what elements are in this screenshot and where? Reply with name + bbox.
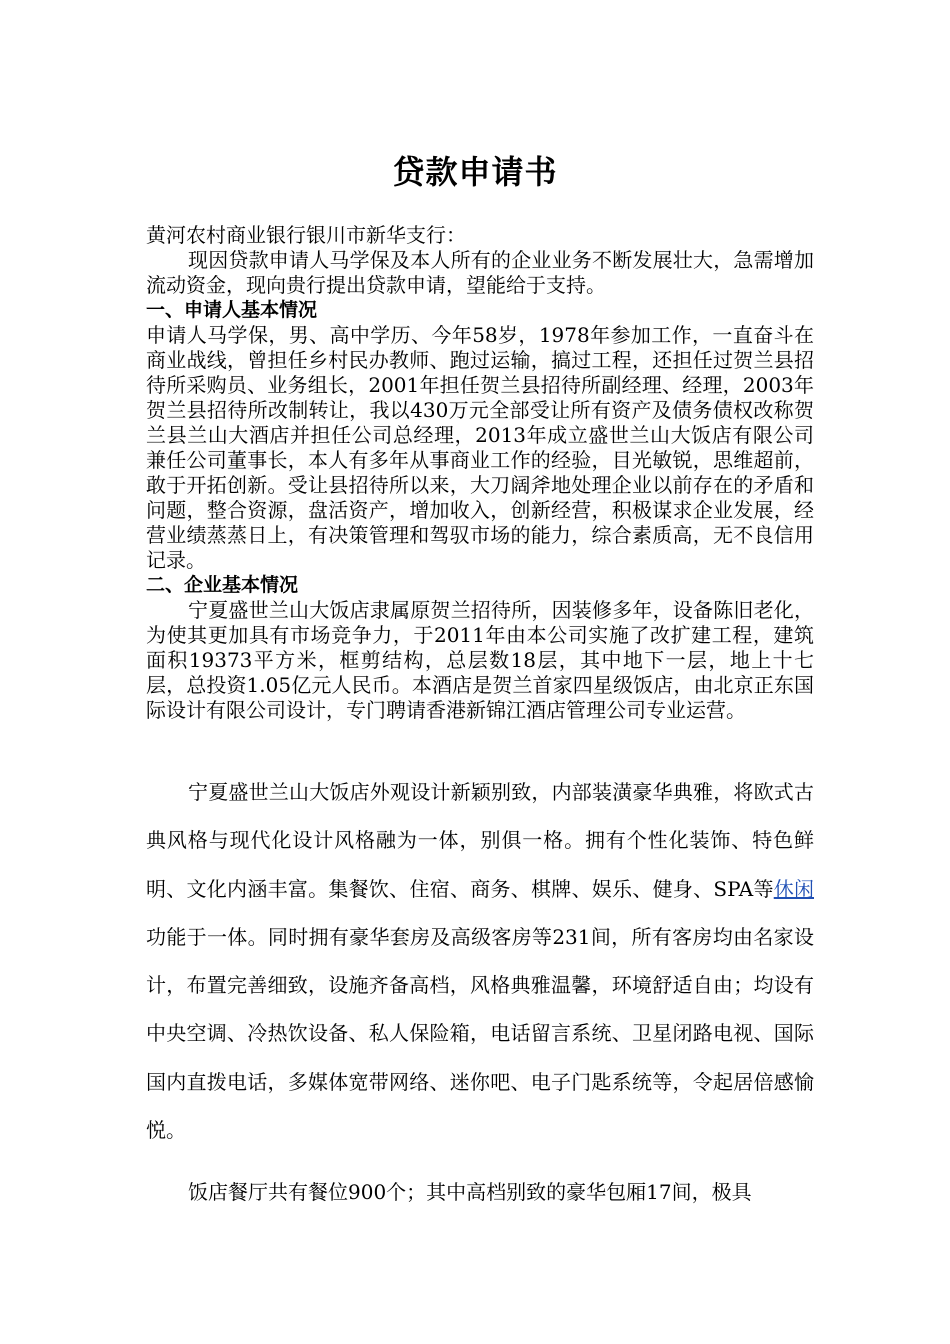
leisure-link[interactable]: 休闲 — [773, 876, 814, 901]
enterprise-paragraph-3: 饭店餐厅共有餐位900个；其中高档别致的豪华包厢17间，极具 — [188, 1180, 752, 1205]
enterprise-paragraph-2-text-a: 宁夏盛世兰山大饭店外观设计新颖别致，内部装潢豪华典雅，将欧式古典风格与现代化设计风格融为一体，别俱一格。拥有个性化装饰、特色鲜明、文化内涵丰富。集餐饮、住宿、商务、棋牌、娱乐、健身、SPA等 — [146, 780, 814, 901]
document-body — [146, 223, 814, 723]
paragraph-gap — [146, 1154, 814, 1168]
salutation: 黄河农村商业银行银川市新华支行： — [146, 223, 466, 247]
section-heading-applicant: 一、申请人基本情况 — [146, 299, 318, 321]
page-title: 贷款申请书 — [392, 153, 558, 192]
applicant-paragraph: 申请人马学保，男、高中学历、今年58岁，1978年参加工作，一直奋斗在商业战线，曾担任乡村民办教师、跑过运输，搞过工程，还担任过贺兰县招待所采购员、业务组长，2001年担任贺兰县招待所副经理、经理，2003年贺兰县招待所改制转让，我以430万元全部受让所有资产及债务债权改称贺兰县兰山大酒店并担任公司总经理，2013年成立盛世兰山大饭店有限公司兼任公司董事长，本人有多年从事商业工作的经验，目光敏锐，思维超前，敢于开拓创新。受让县招待所以来，大刀阔斧地处理企业以前存在的矛盾和问题，整合资源，盘活资产，增加收入，创新经营，积极谋求企业发展，经营业绩蒸蒸日上，有决策管理和驾驭市场的能力，综合素质高，无不良信用记录。 — [146, 323, 814, 572]
section-heading-enterprise: 二、企业基本情况 — [146, 574, 299, 596]
enterprise-paragraph-2 — [146, 768, 814, 1154]
enterprise-paragraph-1: 宁夏盛世兰山大饭店隶属原贺兰招待所，因装修多年，设备陈旧老化，为使其更加具有市场竞争力，于2011年由本公司实施了改扩建工程，建筑面积19373平方米，框剪结构，总层数18层，其中地下一层，地上十七层，总投资1.05亿元人民币。本酒店是贺兰首家四星级饭店，由北京正东国际设计有限公司设计，专门聘请香港新锦江酒店管理公司专业运营。 — [146, 598, 814, 722]
enterprise-paragraph-2-text-b: 功能于一体。同时拥有豪华套房及高级客房等231间，所有客房均由名家设计，布置完善细致，设施齐备高档，风格典雅温馨，环境舒适自由；均设有中央空调、冷热饮设备、私人保险箱，电话留言系统、卫星闭路电视、国际国内直拨电话，多媒体宽带网络、迷你吧、电子门匙系统等，令起居倍感愉悦。 — [146, 924, 814, 1143]
document-body-continued — [146, 768, 814, 1217]
intro-paragraph: 现因贷款申请人马学保及本人所有的企业业务不断发展壮大，急需增加流动资金，现向贵行提出贷款申请，望能给于支持。 — [146, 248, 814, 297]
